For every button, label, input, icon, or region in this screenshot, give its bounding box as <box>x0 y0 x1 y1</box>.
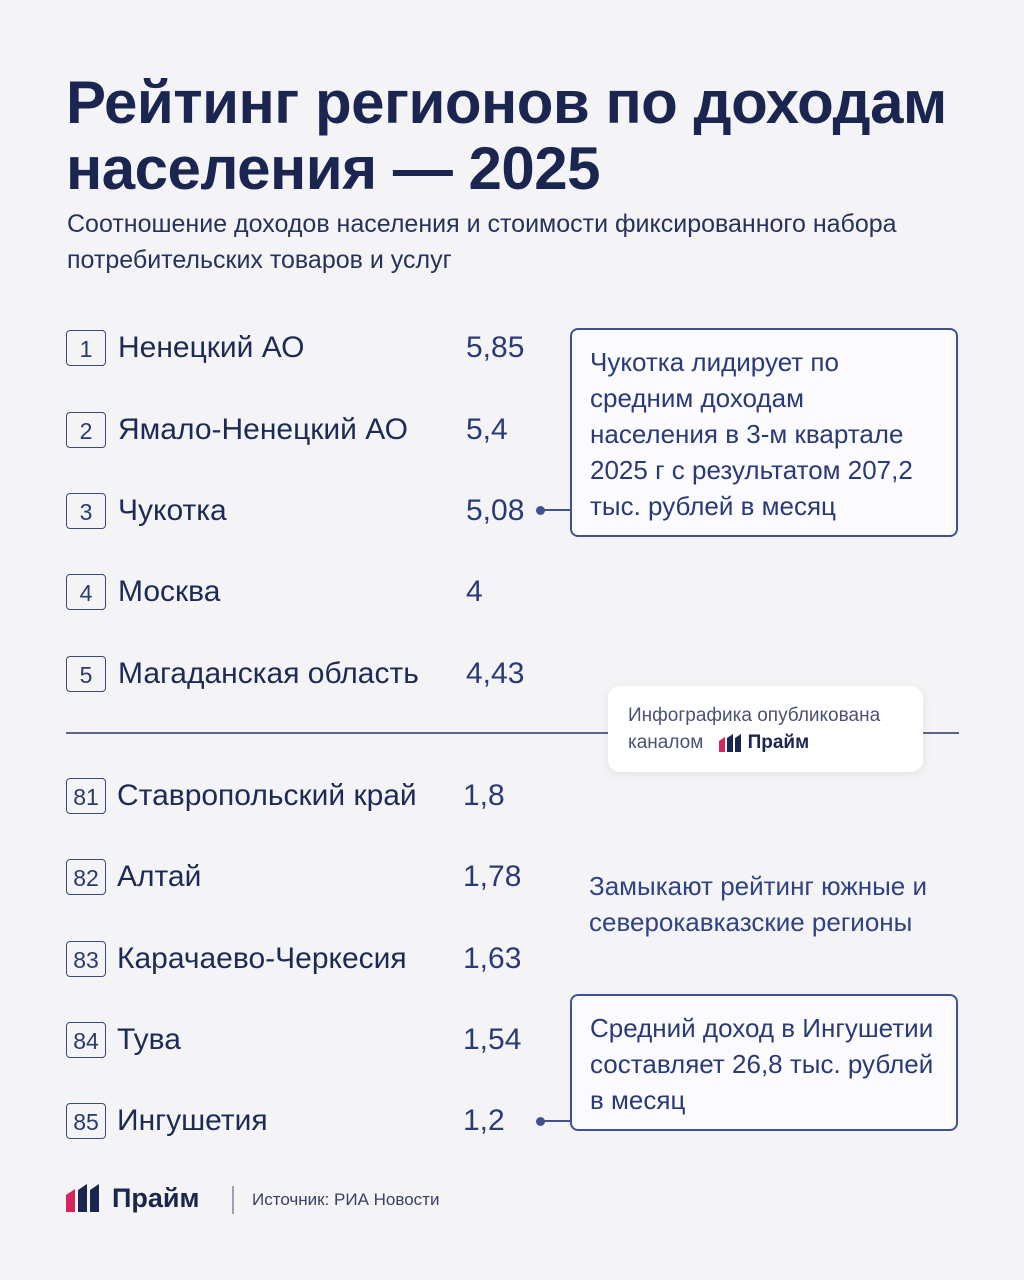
region-name: Ингушетия <box>117 1104 268 1137</box>
prime-logo-icon <box>719 734 745 752</box>
rank-badge: 81 <box>66 778 106 814</box>
rank-badge: 5 <box>66 656 106 692</box>
region-value: 1,63 <box>463 942 522 975</box>
region-value: 1,8 <box>463 779 505 812</box>
region-value: 1,54 <box>463 1023 522 1056</box>
footer-divider <box>232 1186 234 1214</box>
rank-badge: 82 <box>66 859 106 895</box>
region-name: Ямало-Ненецкий АО <box>118 413 408 446</box>
rank-badge: 2 <box>66 412 106 448</box>
list-item <box>66 654 536 698</box>
badge-text: Инфографика опубликована каналом <box>628 705 881 753</box>
connector-line <box>543 1120 571 1122</box>
prime-logo <box>66 1182 200 1214</box>
list-item <box>66 491 536 535</box>
rank-badge: 3 <box>66 493 106 529</box>
region-value: 5,85 <box>466 331 525 364</box>
region-name: Алтай <box>117 860 202 893</box>
prime-logo <box>719 729 810 756</box>
region-value: 1,2 <box>463 1104 505 1137</box>
region-value: 4,43 <box>466 657 525 690</box>
publisher-badge <box>608 686 923 772</box>
page-subtitle: Соотношение доходов населения и стоимости фиксированного набора потребительских товаров и услуг <box>67 210 897 274</box>
rank-badge: 4 <box>66 574 106 610</box>
region-name: Магаданская область <box>118 657 419 690</box>
list-item <box>66 857 536 901</box>
rank-badge: 83 <box>66 941 106 977</box>
note-south-regions: Замыкают рейтинг южные и северокавказские регионы <box>589 871 927 937</box>
connector-line <box>543 509 571 511</box>
callout-ingushetia: Средний доход в Ингушетии составляет 26,8 тыс. рублей в месяц <box>570 994 958 1131</box>
source-text: Источник: РИА Новости <box>252 1190 440 1209</box>
prime-logo-icon <box>66 1184 106 1212</box>
list-item <box>66 939 536 983</box>
region-value: 1,78 <box>463 860 522 893</box>
region-name: Москва <box>118 575 221 608</box>
rank-badge: 85 <box>66 1103 106 1139</box>
page-title: Рейтинг регионов по доходам населения — 2025 <box>66 69 947 202</box>
rank-badge: 1 <box>66 330 106 366</box>
list-item <box>66 328 536 372</box>
region-name: Карачаево-Черкесия <box>117 942 407 975</box>
list-item <box>66 572 536 616</box>
list-item <box>66 776 536 820</box>
region-value: 5,08 <box>466 494 525 527</box>
list-item <box>66 410 536 454</box>
region-name: Ставропольский край <box>117 779 417 812</box>
region-name: Чукотка <box>118 494 227 527</box>
brand-label: Прайм <box>112 1182 200 1213</box>
region-value: 4 <box>466 575 483 608</box>
rank-badge: 84 <box>66 1022 106 1058</box>
callout-chukotka: Чукотка лидирует по средним доходам населения в 3-м квартале 2025 г с результатом 207,2 тыс. рублей в месяц <box>570 328 958 537</box>
region-name: Тува <box>117 1023 181 1056</box>
list-item <box>66 1020 536 1064</box>
list-item <box>66 1101 536 1145</box>
brand-label: Прайм <box>747 732 810 754</box>
region-name: Ненецкий АО <box>118 331 305 364</box>
region-value: 5,4 <box>466 413 508 446</box>
